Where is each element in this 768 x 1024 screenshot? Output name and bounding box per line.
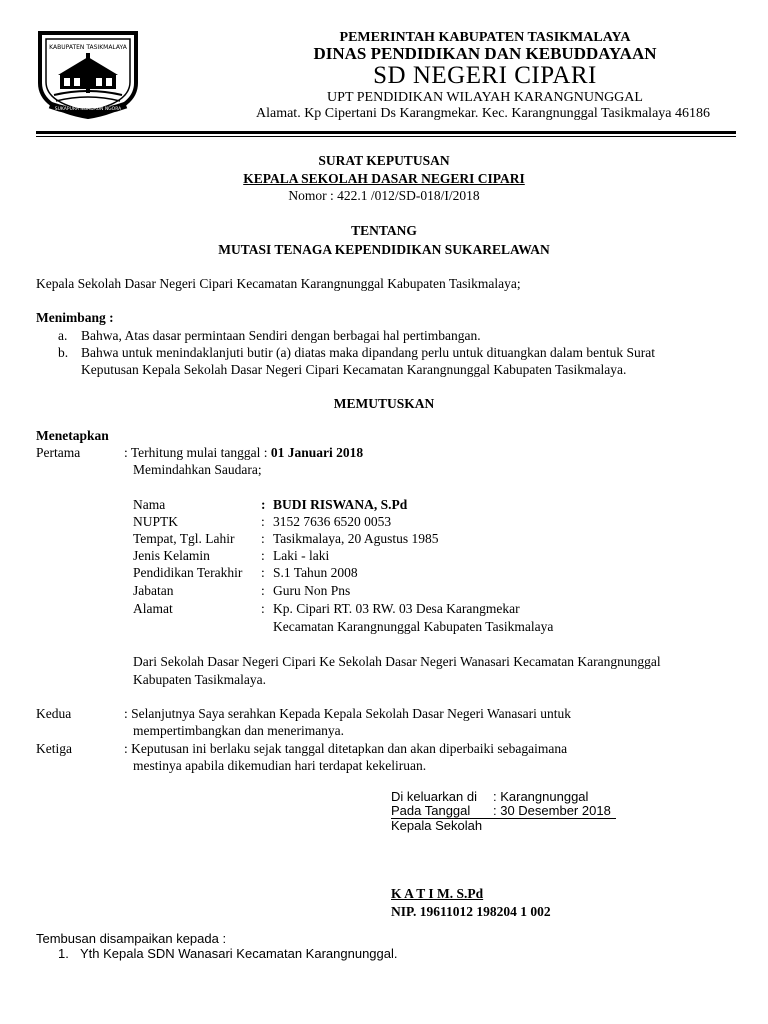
- issued-date-label: Pada Tanggal: [391, 803, 471, 818]
- detail-sep: :: [261, 531, 265, 546]
- menimbang-b-marker: b.: [58, 345, 69, 360]
- decree-issuer: KEPALA SEKOLAH DASAR NEGERI CIPARI: [243, 171, 525, 186]
- signatory-nip: NIP. 19611012 198204 1 002: [391, 904, 551, 919]
- tembusan-heading: Tembusan disampaikan kepada :: [36, 931, 227, 946]
- regency-emblem-logo: [36, 27, 140, 119]
- pertama-label: Pertama: [36, 445, 81, 460]
- menimbang-heading: Menimbang :: [36, 310, 114, 325]
- issued-date-value: : 30 Desember 2018: [493, 803, 611, 818]
- tentang-heading: TENTANG: [351, 223, 417, 238]
- pertama-colon-text: : Terhitung mulai tanggal :: [124, 445, 268, 460]
- detail-sep: :: [261, 601, 265, 616]
- opening-statement: Kepala Sekolah Dasar Negeri Cipari Kecamatan Karangnunggal Kabupaten Tasikmalaya;: [36, 276, 521, 291]
- letterhead-rule-thin: [36, 136, 736, 137]
- detail-value-education: S.1 Tahun 2008: [273, 565, 358, 580]
- menetapkan-heading: Menetapkan: [36, 428, 109, 443]
- detail-value-name: BUDI RISWANA, S.Pd: [273, 497, 408, 512]
- detail-sep: :: [261, 583, 265, 598]
- ketiga-line1: : Keputusan ini berlaku sejak tanggal ditetapkan dan akan diperbaiki sebagaimana: [124, 741, 568, 756]
- detail-value-position: Guru Non Pns: [273, 583, 351, 598]
- ketiga-label: Ketiga: [36, 741, 72, 756]
- detail-label: Alamat: [133, 601, 173, 616]
- menimbang-a-marker: a.: [58, 328, 68, 343]
- upt-name: UPT PENDIDIKAN WILAYAH KARANGNUNGGAL: [327, 90, 643, 105]
- detail-label: Jabatan: [133, 583, 174, 598]
- menimbang-b-line2: Keputusan Kepala Sekolah Dasar Negeri Cipari Kecamatan Karangnunggal Kabupaten Tasikmalaya.: [81, 362, 627, 377]
- detail-label: Pendidikan Terakhir: [133, 565, 243, 580]
- letterhead-rule-thick: [36, 131, 736, 134]
- detail-label: Tempat, Tgl. Lahir: [133, 531, 235, 546]
- logo-top-text: KABUPATEN TASIKMALAYA: [49, 44, 127, 51]
- tembusan-item: Yth Kepala SDN Wanasari Kecamatan Karangnunggal.: [80, 946, 398, 961]
- kedua-line1: : Selanjutnya Saya serahkan Kepada Kepala Sekolah Dasar Negeri Wanasari untuk: [124, 706, 572, 721]
- signatory-name: K A T I M. S.Pd: [391, 886, 484, 901]
- menimbang-a-text: Bahwa, Atas dasar permintaan Sendiri dengan berbagai hal pertimbangan.: [81, 328, 481, 343]
- detail-sep: :: [261, 497, 266, 512]
- detail-label: Nama: [133, 497, 166, 512]
- detail-value-address: Kp. Cipari RT. 03 RW. 03 Desa Karangmekar: [273, 601, 520, 616]
- detail-sep: :: [261, 548, 265, 563]
- department-name: DINAS PENDIDIKAN DAN KEBUDDAYAAN: [313, 44, 657, 63]
- signatory-position: Kepala Sekolah: [391, 818, 483, 833]
- tembusan-item-marker: 1.: [58, 946, 69, 961]
- detail-value-birth: Tasikmalaya, 20 Agustus 1985: [273, 531, 439, 546]
- transfer-line2: Kabupaten Tasikmalaya.: [133, 672, 267, 687]
- school-name: SD NEGERI CIPARI: [373, 62, 597, 89]
- menimbang-b-line1: Bahwa untuk menindaklanjuti butir (a) diatas maka dipandang perlu untuk dituangkan dalam bentuk Surat: [81, 345, 655, 360]
- school-address: Alamat. Kp Cipertani Ds Karangmekar. Kec. Karangnunggal Tasikmalaya 46186: [255, 106, 710, 121]
- kedua-line2: mempertimbangkan dan menerimanya.: [133, 723, 345, 738]
- issued-place-value: : Karangnunggal: [493, 789, 589, 804]
- detail-sep: :: [261, 514, 265, 529]
- detail-value-address-line2: Kecamatan Karangnunggal Kabupaten Tasikmalaya: [273, 619, 554, 634]
- detail-label: Jenis Kelamin: [133, 548, 210, 563]
- detail-sep: :: [261, 565, 265, 580]
- pertama-start-date: 01 Januari 2018: [270, 445, 364, 460]
- logo-bottom-text: SUKAPURA NGADAUN NGORA: [54, 107, 122, 112]
- memutuskan-heading: MEMUTUSKAN: [333, 396, 435, 411]
- detail-label: NUPTK: [133, 514, 179, 529]
- pertama-line2: Memindahkan Saudara;: [133, 462, 262, 477]
- government-name: PEMERINTAH KABUPATEN TASIKMALAYA: [339, 30, 631, 45]
- ketiga-line2: mestinya apabila dikemudian hari terdapat kekeliruan.: [133, 758, 427, 773]
- transfer-line1: Dari Sekolah Dasar Negeri Cipari Ke Sekolah Dasar Negeri Wanasari Kecamatan Karangnunggal: [133, 654, 661, 669]
- issued-place-label: Di keluarkan di: [391, 789, 477, 804]
- decree-title: SURAT KEPUTUSAN: [318, 153, 450, 168]
- kedua-label: Kedua: [36, 706, 72, 721]
- decree-subject: MUTASI TENAGA KEPENDIDIKAN SUKARELAWAN: [218, 242, 550, 257]
- decree-number: Nomor : 422.1 /012/SD-018/I/2018: [288, 188, 480, 203]
- pertama-start-text: [124, 445, 363, 461]
- detail-value-nuptk: 3152 7636 6520 0053: [273, 514, 392, 529]
- detail-value-gender: Laki - laki: [273, 548, 330, 563]
